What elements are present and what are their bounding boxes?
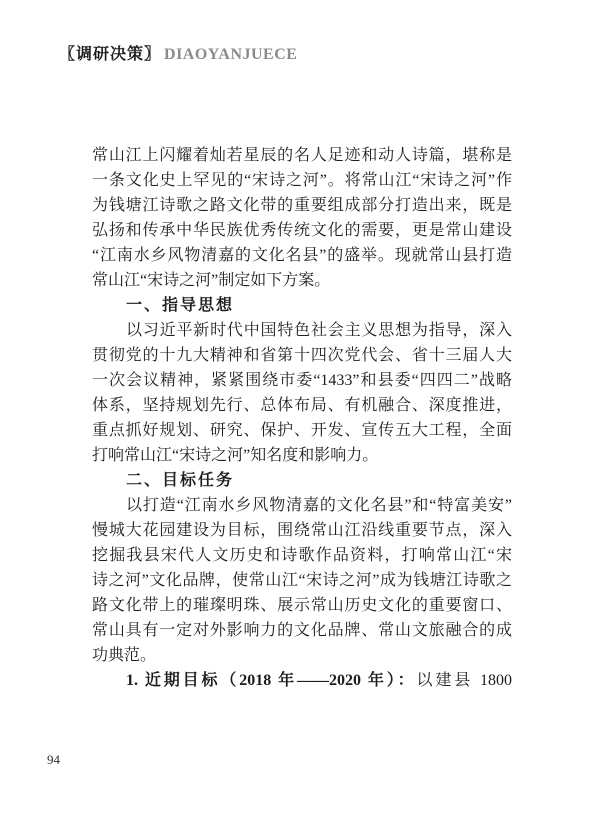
text-run: 常山具有一定对外影响力的文化品牌、常山文旅融合的成: [92, 622, 512, 639]
text-run: 一条文化史上罕见的“宋诗之河”。将常山江“宋诗之河”作: [92, 172, 512, 189]
text-line: [92, 343, 512, 368]
text-run: 为钱塘江诗歌之路文化带的重要组成部分打造出来，既是: [92, 197, 512, 214]
text-run: 体系，坚持规划先行、总体布局、有机融合、深度推进，: [92, 397, 512, 414]
text-line: [92, 443, 512, 468]
text-run: 贯彻党的十九大精神和省第十四次党代会、省十三届人大: [92, 347, 512, 364]
document-body: [92, 143, 512, 693]
page-header: [59, 41, 297, 64]
text-line: [92, 218, 512, 243]
text-run: 以建县 1800: [416, 672, 512, 689]
text-run: 常山江“宋诗之河”制定如下方案。: [92, 272, 331, 289]
text-run: 常山江上闪耀着灿若星辰的名人足迹和动人诗篇，堪称是: [92, 147, 512, 164]
text-line: [92, 668, 512, 693]
section-heading: [92, 293, 512, 318]
text-run: 一次会议精神，紧紧围绕市委“1433”和县委“四四二”战略: [92, 372, 512, 389]
text-line: [92, 143, 512, 168]
text-line: [92, 593, 512, 618]
page-number: 94: [47, 752, 60, 767]
text-run: 二、目标任务: [126, 472, 235, 489]
text-run: 挖掘我县宋代人文历史和诗歌作品资料，打响常山江“宋: [92, 547, 512, 564]
text-run: 重点抓好规划、研究、保护、开发、宣传五大工程，全面: [92, 422, 512, 439]
text-run: 慢城大花园建设为目标，围绕常山江沿线重要节点，深入: [92, 522, 512, 539]
text-line: [92, 618, 512, 643]
text-line: [92, 368, 512, 393]
text-run: 一、指导思想: [126, 297, 235, 314]
text-line: [92, 193, 512, 218]
text-line: [92, 543, 512, 568]
text-run: 诗之河”文化品牌，使常山江“宋诗之河”成为钱塘江诗歌之: [92, 572, 512, 589]
text-line: [92, 643, 512, 668]
text-run: 弘扬和传承中华民族优秀传统文化的需要，更是常山建设: [92, 222, 512, 239]
text-line: [92, 568, 512, 593]
text-run: 以打造“江南水乡风物清嘉的文化名县”和“特富美安”: [126, 497, 512, 514]
text-line: [92, 243, 512, 268]
text-line: [92, 418, 512, 443]
series-title-latin: DIAOYANJUECE: [164, 46, 298, 63]
text-run: 以习近平新时代中国特色社会主义思想为指导，深入: [126, 322, 512, 339]
text-line: [92, 318, 512, 343]
text-line: [92, 268, 512, 293]
text-line: [92, 493, 512, 518]
series-title-chinese: 〖调研决策〗: [59, 46, 162, 63]
text-run: 打响常山江“宋诗之河”知名度和影响力。: [92, 447, 379, 464]
text-run: 路文化带上的璀璨明珠、展示常山历史文化的重要窗口、: [92, 597, 512, 614]
text-run: 功典范。: [92, 647, 157, 664]
text-line: [92, 518, 512, 543]
text-line: [92, 393, 512, 418]
text-run: “江南水乡风物清嘉的文化名县”的盛举。现就常山县打造: [92, 247, 512, 264]
text-line: [92, 168, 512, 193]
text-run: 1. 近期目标（2018 年——2020 年）：: [126, 672, 417, 689]
section-heading: [92, 468, 512, 493]
